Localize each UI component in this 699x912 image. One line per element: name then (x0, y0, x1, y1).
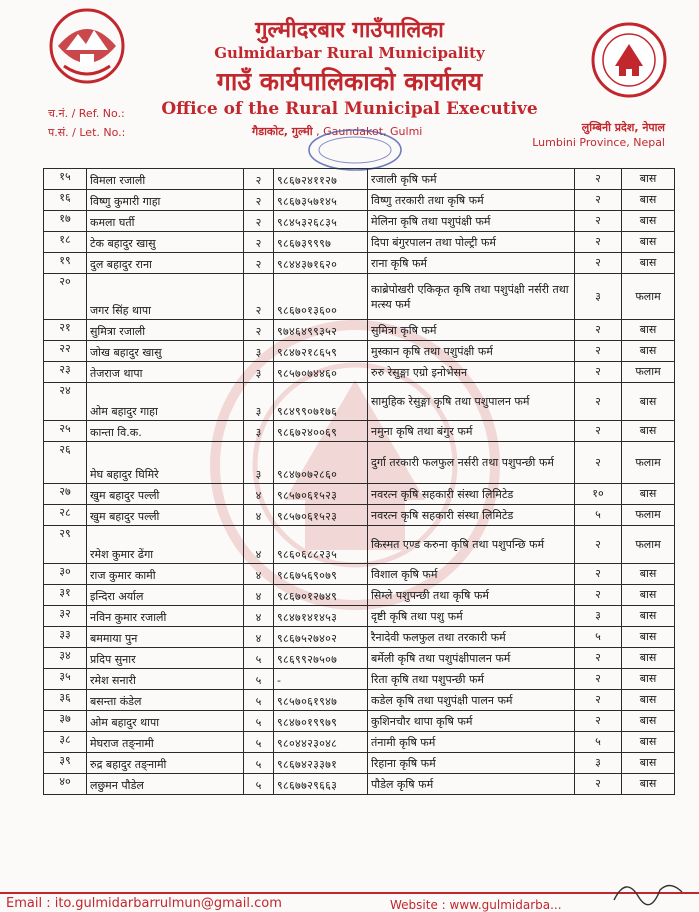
cell-ward: २ (244, 190, 274, 211)
cell-count: २ (575, 383, 622, 421)
cell-name: नविन कुमार रजाली (87, 606, 244, 627)
cell-type: बास (622, 648, 675, 669)
municipality-title-en: Gulmidarbar Rural Municipality (214, 44, 485, 62)
cell-sn: ३१ (44, 585, 87, 606)
cell-name: कान्ता वि.क. (87, 421, 244, 442)
table-row (44, 585, 675, 606)
cell-ward: ५ (244, 732, 274, 753)
cell-farm: पौडेल कृषि फर्म (368, 774, 575, 795)
cell-sn: ३६ (44, 690, 87, 711)
cell-name: तेजराज थापा (87, 362, 244, 383)
cell-name: खुम बहादुर पल्ली (87, 505, 244, 526)
cell-type: बास (622, 341, 675, 362)
cell-farm: कडेल कृषि तथा पशुपंक्षी पालन फर्म (368, 690, 575, 711)
cell-farm: सिम्ले पशुपन्छी तथा कृषि फर्म (368, 585, 575, 606)
cell-count: २ (575, 690, 622, 711)
cell-count: ५ (575, 627, 622, 648)
province-en: Lumbini Province, Nepal (532, 136, 665, 149)
table-row (44, 320, 675, 341)
cell-farm: नवरत्न कृषि सहकारी संस्था लिमिटेड (368, 505, 575, 526)
cell-farm: विष्णु तरकारी तथा कृषि फर्म (368, 190, 575, 211)
cell-farm: रिता कृषि तथा पशुपन्छी फर्म (368, 669, 575, 690)
cell-type: बास (622, 732, 675, 753)
cell-type: बास (622, 606, 675, 627)
cell-ward: ५ (244, 690, 274, 711)
letter-no-label: प.सं. / Let. No.: (48, 126, 126, 139)
cell-name: मेघ बहादुर घिमिरे (87, 442, 244, 484)
cell-type: बास (622, 190, 675, 211)
table-row (44, 442, 675, 484)
cell-type: बास (622, 383, 675, 421)
table-row (44, 564, 675, 585)
table-row (44, 421, 675, 442)
cell-farm: दुर्गा तरकारी फलफुल नर्सरी तथा पशुपन्छी फर्म (368, 442, 575, 484)
office-title-ne: गाउँ कार्यपालिकाको कार्यालय (216, 67, 483, 96)
cell-name: जगर सिंह थापा (87, 274, 244, 320)
cell-phone: ९८६७५६९०७९ (274, 564, 368, 585)
cell-name: प्रदिप सुनार (87, 648, 244, 669)
table-row (44, 190, 675, 211)
cell-type: बास (622, 774, 675, 795)
cell-name: ओम बहादुर गाहा (87, 383, 244, 421)
table-row (44, 274, 675, 320)
province-ne: लुम्बिनी प्रदेश, नेपाल (581, 121, 665, 134)
cell-ward: ४ (244, 606, 274, 627)
cell-sn: २८ (44, 505, 87, 526)
cell-ward: ३ (244, 341, 274, 362)
cell-count: ५ (575, 732, 622, 753)
cell-count: २ (575, 169, 622, 190)
cell-name: लछुमन पौडेल (87, 774, 244, 795)
cell-phone: ९८४४३७१६२० (274, 253, 368, 274)
cell-count: २ (575, 190, 622, 211)
cell-phone: ९८६७३९९९७ (274, 232, 368, 253)
cell-sn: ३० (44, 564, 87, 585)
cell-sn: २२ (44, 341, 87, 362)
cell-phone: ९८५७०६१५२३ (274, 484, 368, 505)
cell-sn: २९ (44, 526, 87, 564)
cell-ward: २ (244, 274, 274, 320)
cell-name: इन्दिरा अर्याल (87, 585, 244, 606)
cell-name: कमला घर्ती (87, 211, 244, 232)
cell-type: बास (622, 169, 675, 190)
cell-farm: राना कृषि फर्म (368, 253, 575, 274)
cell-sn: २४ (44, 383, 87, 421)
address: गैडाकोट, गुल्मी , Gaundakot, Gulmi (252, 125, 423, 138)
cell-count: २ (575, 669, 622, 690)
table-row (44, 383, 675, 421)
table-row (44, 648, 675, 669)
cell-count: २ (575, 362, 622, 383)
table-row (44, 606, 675, 627)
cell-phone: ९८४७२१८६५९ (274, 341, 368, 362)
cell-farm: तंनामी कृषि फर्म (368, 732, 575, 753)
table-row (44, 362, 675, 383)
cell-farm: दृष्टी कृषि तथा पशु फर्म (368, 606, 575, 627)
cell-type: फलाम (622, 505, 675, 526)
cell-sn: ३७ (44, 711, 87, 732)
cell-type: बास (622, 585, 675, 606)
cell-sn: २६ (44, 442, 87, 484)
footer-website: Website : www.gulmidarba... (390, 898, 562, 912)
table-row (44, 690, 675, 711)
cell-count: २ (575, 526, 622, 564)
table-row (44, 341, 675, 362)
cell-farm: सुमित्रा कृषि फर्म (368, 320, 575, 341)
cell-ward: ३ (244, 442, 274, 484)
cell-ward: ५ (244, 711, 274, 732)
ref-no-label: च.नं. / Ref. No.: (48, 107, 125, 120)
cell-ward: ४ (244, 564, 274, 585)
cell-phone: ९८६७७२९६६३ (274, 774, 368, 795)
office-title-en: Office of the Rural Municipal Executive (161, 99, 538, 119)
table-row (44, 526, 675, 564)
cell-count: २ (575, 585, 622, 606)
cell-ward: २ (244, 320, 274, 341)
table-row (44, 253, 675, 274)
cell-farm: रिहाना कृषि फर्म (368, 753, 575, 774)
cell-phone: - (274, 669, 368, 690)
cell-ward: ४ (244, 505, 274, 526)
cell-count: २ (575, 648, 622, 669)
cell-farm: दिपा बंगुरपालन तथा पोल्ट्री फर्म (368, 232, 575, 253)
cell-farm: रैनादेवी फलफुल तथा तरकारी फर्म (368, 627, 575, 648)
cell-count: २ (575, 564, 622, 585)
cell-name: टेक बहादुर खासु (87, 232, 244, 253)
cell-ward: २ (244, 211, 274, 232)
cell-ward: ५ (244, 774, 274, 795)
cell-name: मेघराज तङ्नामी (87, 732, 244, 753)
table-row (44, 232, 675, 253)
cell-type: बास (622, 690, 675, 711)
cell-sn: २३ (44, 362, 87, 383)
cell-ward: ४ (244, 585, 274, 606)
cell-sn: ३२ (44, 606, 87, 627)
cell-ward: ३ (244, 383, 274, 421)
cell-sn: ३५ (44, 669, 87, 690)
cell-farm: काब्रेपोखरी एकिकृत कृषि तथा पशुपंक्षी नर्सरी तथा मत्स्य फर्म (368, 274, 575, 320)
cell-phone: ९८५७०६१९४७ (274, 690, 368, 711)
cell-phone: ९८५७०६१५२३ (274, 505, 368, 526)
cell-count: २ (575, 341, 622, 362)
table-row (44, 211, 675, 232)
cell-phone: ९७४६४९९३५२ (274, 320, 368, 341)
cell-phone: ९८५७०७४४६० (274, 362, 368, 383)
cell-count: २ (575, 774, 622, 795)
table-row (44, 753, 675, 774)
cell-count: ५ (575, 505, 622, 526)
cell-count: २ (575, 711, 622, 732)
address-ne: गैडाकोट, गुल्मी (252, 125, 313, 138)
cell-name: विमला रजाली (87, 169, 244, 190)
table-row (44, 711, 675, 732)
cell-sn: ३३ (44, 627, 87, 648)
cell-count: २ (575, 442, 622, 484)
cell-farm: नवरत्न कृषि सहकारी संस्था लिमिटेड (368, 484, 575, 505)
signature-icon (608, 870, 688, 910)
municipality-logo-icon (588, 20, 670, 100)
cell-name: जोख बहादुर खासु (87, 341, 244, 362)
municipality-title-ne: गुल्मीदरबार गाउँपालिका (255, 18, 444, 43)
cell-type: बास (622, 232, 675, 253)
cell-phone: ९८४७१४१४५३ (274, 606, 368, 627)
cell-type: फलाम (622, 362, 675, 383)
cell-farm: मुस्कान कृषि तथा पशुपंक्षी फर्म (368, 341, 575, 362)
cell-ward: २ (244, 169, 274, 190)
farm-list-table (43, 168, 675, 795)
cell-sn: ३९ (44, 753, 87, 774)
cell-name: सुमित्रा रजाली (87, 320, 244, 341)
cell-sn: २० (44, 274, 87, 320)
cell-type: बास (622, 627, 675, 648)
cell-name: बसन्ता कंडेल (87, 690, 244, 711)
cell-phone: ९८४५३२६८३५ (274, 211, 368, 232)
cell-name: खुम बहादुर पल्ली (87, 484, 244, 505)
cell-count: ३ (575, 606, 622, 627)
cell-phone: ९८६९९२७५०७ (274, 648, 368, 669)
table-row (44, 169, 675, 190)
cell-ward: ५ (244, 669, 274, 690)
cell-sn: १५ (44, 169, 87, 190)
cell-type: बास (622, 484, 675, 505)
cell-phone: ९८६७२४००६९ (274, 421, 368, 442)
cell-farm: रुरु रेसुङ्गा एग्रो इनोभेसन (368, 362, 575, 383)
cell-farm: बर्मेली कृषि तथा पशुपंक्षीपालन फर्म (368, 648, 575, 669)
cell-phone: ९८६७५२७४०२ (274, 627, 368, 648)
cell-name: बममाया पुन (87, 627, 244, 648)
cell-sn: २१ (44, 320, 87, 341)
farm-list-body (44, 169, 675, 795)
table-row (44, 505, 675, 526)
cell-count: २ (575, 421, 622, 442)
cell-farm: सामुहिक रेसुङ्गा कृषि तथा पशुपालन फर्म (368, 383, 575, 421)
cell-ward: २ (244, 253, 274, 274)
cell-sn: २५ (44, 421, 87, 442)
cell-count: १० (575, 484, 622, 505)
cell-type: बास (622, 564, 675, 585)
cell-count: २ (575, 253, 622, 274)
cell-phone: ९८४७०७२८६० (274, 442, 368, 484)
cell-name: राज कुमार कामी (87, 564, 244, 585)
cell-sn: ३८ (44, 732, 87, 753)
address-en: Gaundakot, Gulmi (323, 125, 423, 138)
cell-ward: ५ (244, 648, 274, 669)
cell-sn: ३४ (44, 648, 87, 669)
cell-farm: मेलिना कृषि तथा पशुपंक्षी फर्म (368, 211, 575, 232)
cell-type: बास (622, 669, 675, 690)
cell-ward: ३ (244, 421, 274, 442)
cell-type: बास (622, 753, 675, 774)
cell-phone: ९८६७३५७१४५ (274, 190, 368, 211)
cell-phone: ९८४७०१९९७९ (274, 711, 368, 732)
cell-count: ३ (575, 274, 622, 320)
cell-phone: ९८६७२४११२७ (274, 169, 368, 190)
footer-divider (0, 892, 699, 894)
cell-type: बास (622, 211, 675, 232)
cell-ward: ५ (244, 753, 274, 774)
cell-count: ३ (575, 753, 622, 774)
cell-phone: ९८४९९०७१७६ (274, 383, 368, 421)
table-row (44, 669, 675, 690)
cell-farm: नमुना कृषि तथा बंगुर फर्म (368, 421, 575, 442)
cell-ward: २ (244, 232, 274, 253)
cell-phone: ९८६७०१३६०० (274, 274, 368, 320)
footer-email: Email : ito.gulmidarbarrulmun@gmail.com (6, 896, 282, 911)
cell-phone: ९८६७४२३३७१ (274, 753, 368, 774)
cell-sn: १७ (44, 211, 87, 232)
cell-count: २ (575, 232, 622, 253)
cell-sn: १८ (44, 232, 87, 253)
cell-sn: १९ (44, 253, 87, 274)
cell-type: बास (622, 421, 675, 442)
cell-name: ओम बहादुर थापा (87, 711, 244, 732)
table-row (44, 732, 675, 753)
cell-type: फलाम (622, 442, 675, 484)
cell-sn: २७ (44, 484, 87, 505)
table-row (44, 484, 675, 505)
cell-phone: ९८०४४२३०४८ (274, 732, 368, 753)
cell-sn: १६ (44, 190, 87, 211)
cell-count: २ (575, 320, 622, 341)
cell-name: दुल बहादुर राना (87, 253, 244, 274)
cell-farm: रजाली कृषि फर्म (368, 169, 575, 190)
cell-sn: ४० (44, 774, 87, 795)
cell-name: रमेश सनारी (87, 669, 244, 690)
cell-type: बास (622, 711, 675, 732)
cell-name: विष्णु कुमारी गाहा (87, 190, 244, 211)
cell-count: २ (575, 211, 622, 232)
cell-ward: ३ (244, 362, 274, 383)
cell-farm: विशाल कृषि फर्म (368, 564, 575, 585)
cell-type: फलाम (622, 274, 675, 320)
cell-phone: ९८६७०१२७४९ (274, 585, 368, 606)
cell-ward: ४ (244, 484, 274, 505)
cell-type: फलाम (622, 526, 675, 564)
table-row (44, 774, 675, 795)
cell-type: बास (622, 320, 675, 341)
cell-farm: किस्मत एण्ड करुना कृषि तथा पशुपन्छि फर्म (368, 526, 575, 564)
cell-farm: कुशिनचौर थापा कृषि फर्म (368, 711, 575, 732)
cell-ward: ४ (244, 627, 274, 648)
cell-phone: ९८६०६८८२३५ (274, 526, 368, 564)
cell-type: बास (622, 253, 675, 274)
cell-ward: ४ (244, 526, 274, 564)
cell-name: रमेश कुमार ढेंगा (87, 526, 244, 564)
table-row (44, 627, 675, 648)
cell-name: रुद्र बहादुर तङ्नामी (87, 753, 244, 774)
